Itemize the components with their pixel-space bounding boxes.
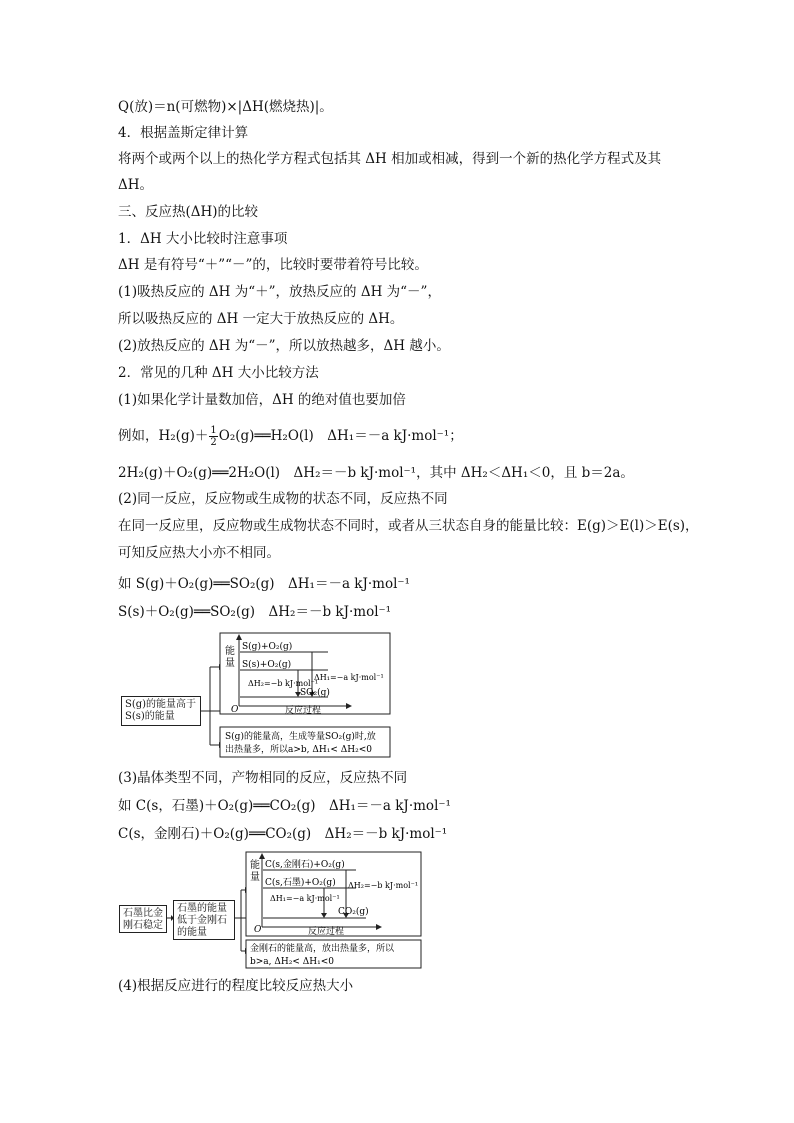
- conclusion-line-2: 出热量多，所以a>b, ΔH₁< ΔH₂<0: [225, 745, 372, 755]
- equation-s-solid: S(s)＋O₂(g)══SO₂(g) ΔH₂＝－b kJ·mol⁻¹: [118, 604, 392, 620]
- point-1-cont: 所以吸热反应的 ΔH 一定大于放热反应的 ΔH。: [118, 311, 404, 327]
- paragraph-states-cont: 可知反应热大小亦不相同。: [118, 545, 280, 561]
- equation-s-gas: 如 S(g)＋O₂(g)══SO₂(g) ΔH₁＝－a kJ·mol⁻¹: [118, 576, 410, 592]
- diagram1-svg: [200, 630, 400, 762]
- box-sulfur-energy: S(g)的能量高于S(s)的能量: [121, 696, 201, 726]
- level-diamond: C(s,金刚石)+O₂(g): [265, 860, 345, 870]
- origin-label-2: O: [254, 925, 262, 935]
- method-1: (1)如果化学计量数加倍，ΔH 的绝对值也要加倍: [118, 392, 406, 408]
- fraction-denominator: 2: [210, 437, 217, 448]
- conclusion2-line-2: b>a, ΔH₂< ΔH₁<0: [250, 957, 334, 967]
- eq1-part-a: 例如，H₂(g)＋: [118, 428, 209, 444]
- x-axis-label: 反应过程: [285, 706, 322, 716]
- subheading-methods: 2．常见的几种 ΔH 大小比较方法: [118, 365, 319, 381]
- dh2-label-2: ΔH₂=−b kJ·mol⁻¹: [348, 881, 419, 890]
- product-co2: CO₂(g): [338, 907, 369, 917]
- method-4: (4)根据反应进行的程度比较反应热大小: [118, 978, 354, 994]
- section-title-comparison: 三、反应热(ΔH)的比较: [118, 204, 259, 220]
- y-axis-label-top: 能: [225, 646, 235, 657]
- fraction-numerator: 1: [210, 425, 217, 436]
- point-1: (1)吸热反应的 ΔH 为“＋”，放热反应的 ΔH 为“－”，: [118, 284, 441, 300]
- half-fraction: [209, 425, 217, 448]
- origin-label: O: [231, 705, 239, 715]
- box-graphite-lower-energy: 石墨的能量低于金刚石的能量: [173, 900, 235, 940]
- dh1-label: ΔH₁=−a kJ·mol⁻¹: [314, 673, 384, 682]
- formula-heat-released: Q(放)＝n(可燃物)×|ΔH(燃烧热)|。: [118, 99, 333, 115]
- paragraph-hess-cont: ΔH。: [118, 177, 154, 193]
- equation-diamond: C(s，金刚石)＋O₂(g)══CO₂(g) ΔH₂＝－b kJ·mol⁻¹: [118, 826, 448, 842]
- product-so2: SO₂(g): [300, 688, 330, 698]
- diagram2-svg: [166, 848, 426, 972]
- method-2: (2)同一反应，反应物或生成物的状态不同，反应热不同: [118, 491, 448, 507]
- paragraph-states: 在同一反应里，反应物或生成物状态不同时，或者从三状态自身的能量比较：E(g)＞E(l)＞E(s)，: [118, 518, 699, 534]
- subheading-notes: 1．ΔH 大小比较时注意事项: [118, 231, 288, 247]
- dh2-label: ΔH₂=−b kJ·mol⁻¹: [248, 679, 319, 688]
- x-axis-label-2: 反应过程: [308, 927, 345, 937]
- equation-graphite: 如 C(s，石墨)＋O₂(g)══CO₂(g) ΔH₁＝－a kJ·mol⁻¹: [118, 798, 451, 814]
- example-equation-2: 2H₂(g)＋O₂(g)══2H₂O(l) ΔH₂＝－b kJ·mol⁻¹，其中 ΔH₂＜ΔH₁＜0，且 b＝2a。: [118, 465, 634, 481]
- paragraph-sign: ΔH 是有符号“＋”“－”的，比较时要带着符号比较。: [118, 257, 428, 273]
- paragraph-hess: 将两个或两个以上的热化学方程式包括其 ΔH 相加或相减，得到一个新的热化学方程式及其: [118, 151, 662, 167]
- eq1-part-b: O₂(g)══H₂O(l) ΔH₁＝－a kJ·mol⁻¹；: [218, 428, 463, 444]
- dh1-label-2: ΔH₁=−a kJ·mol⁻¹: [270, 894, 340, 903]
- box-graphite-stable: 石墨比金刚石稳定: [119, 905, 167, 933]
- conclusion-line-1: S(g)的能量高，生成等量SO₂(g)时,放: [225, 732, 376, 742]
- level-sgas: S(g)+O₂(g): [242, 642, 293, 652]
- example-equation-1: [118, 425, 463, 448]
- level-graphite: C(s,石墨)+O₂(g): [265, 878, 336, 888]
- method-3: (3)晶体类型不同，产物相同的反应，反应热不同: [118, 770, 408, 786]
- point-2: (2)放热反应的 ΔH 为“－”，所以放热越多，ΔH 越小。: [118, 338, 450, 354]
- level-ssolid: S(s)+O₂(g): [242, 660, 292, 670]
- y-axis-label-bottom-2: 量: [250, 872, 260, 883]
- conclusion2-line-1: 金刚石的能量高，放出热量多，所以: [250, 944, 395, 954]
- y-axis-label-bottom: 量: [225, 658, 235, 669]
- heading-hess-law: 4．根据盖斯定律计算: [118, 125, 249, 141]
- y-axis-label-top-2: 能: [250, 860, 260, 871]
